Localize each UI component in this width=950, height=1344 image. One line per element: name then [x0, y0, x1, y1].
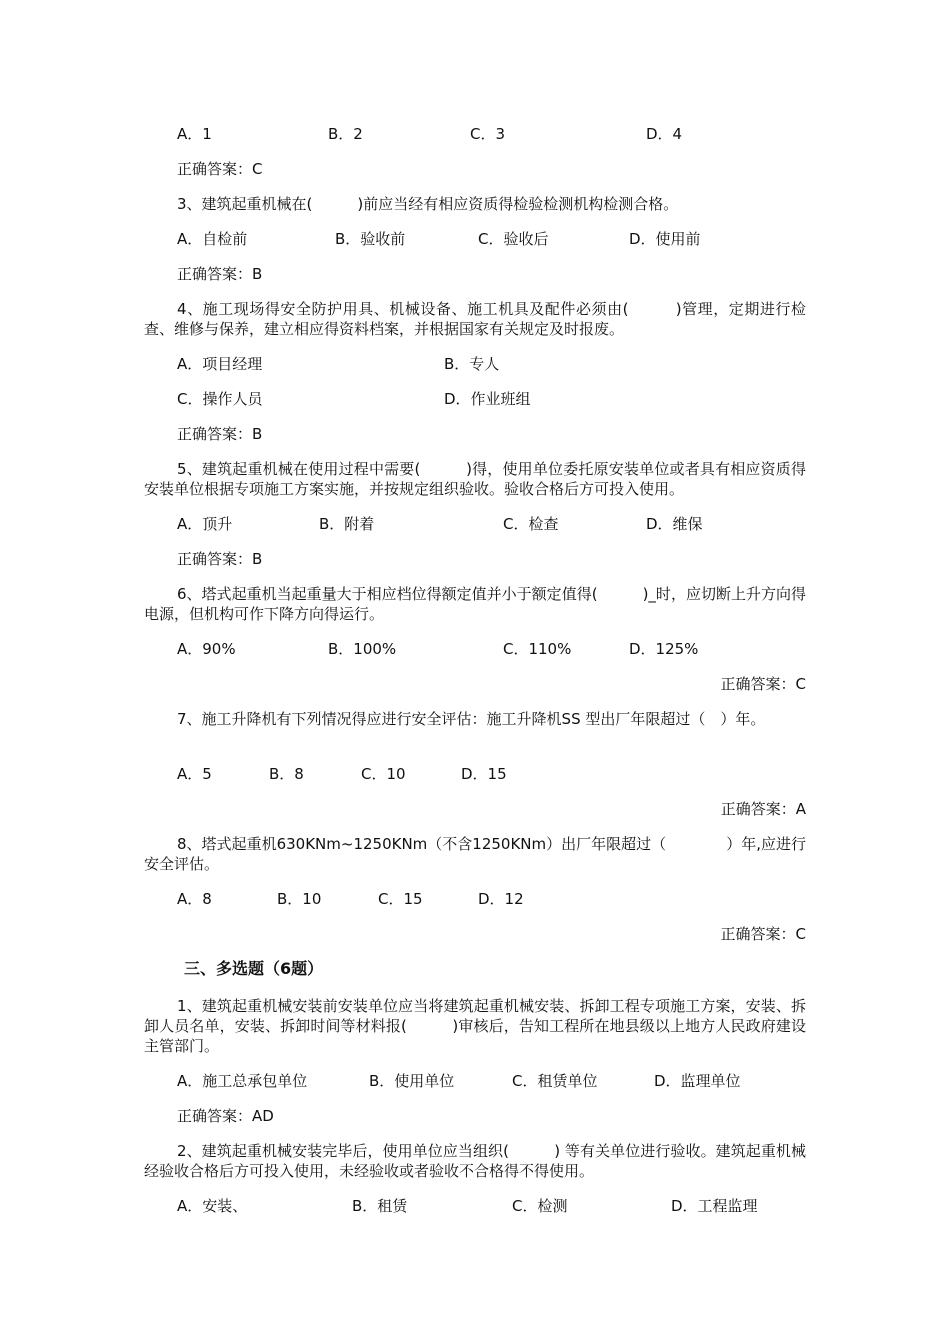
q6-option-b: B．100% [328, 640, 397, 658]
q4-answer: 正确答案：B [177, 425, 263, 443]
q4-question: 4、施工现场得安全防护用具、机械设备、施工机具及配件必须由( )管理，定期进行检查、维修与保养，建立相应得资料档案，并根据国家有关规定及时报废。 [144, 300, 806, 338]
section-heading: 三、多选题（6题） [184, 959, 324, 978]
q3-answer: 正确答案：B [177, 265, 263, 283]
q3-option-d: D．使用前 [629, 230, 701, 248]
q2-option-a: A．1 [177, 125, 212, 143]
m1-answer: 正确答案：AD [177, 1107, 274, 1125]
m2-option-a: A．安装、 [177, 1197, 248, 1215]
q5-option-a: A．顶升 [177, 515, 233, 533]
m2-question: 2、建筑起重机械安装完毕后，使用单位应当组织( ) 等有关单位进行验收。建筑起重机械经验收合格后方可投入使用，未经验收或者验收不合格得不得使用。 [144, 1142, 806, 1180]
q8-question: 8、塔式起重机630KNm~1250KNm（不含1250KNm）出厂年限超过（ ）年,应进行安全评估。 [144, 835, 806, 873]
q4-option-d: D．作业班组 [444, 390, 531, 408]
q6-question: 6、塔式起重机当起重量大于相应档位得额定值并小于额定值得( )_时，应切断上升方向得电源，但机构可作下降方向得运行。 [144, 585, 806, 623]
q5-option-c: C．检查 [503, 515, 559, 533]
q7-answer: 正确答案：A [720, 800, 806, 818]
q7-option-b: B．8 [269, 765, 304, 783]
q8-option-b: B．10 [277, 890, 322, 908]
q4-option-a: A．项目经理 [177, 355, 263, 373]
q3-option-b: B．验收前 [335, 230, 406, 248]
q3-option-a: A．自检前 [177, 230, 248, 248]
q6-answer: 正确答案：C [720, 675, 806, 693]
q5-question: 5、建筑起重机械在使用过程中需要( )得，使用单位委托原安装单位或者具有相应资质得安装单位根据专项施工方案实施，并按规定组织验收。验收合格后方可投入使用。 [144, 460, 806, 498]
q4-option-c: C．操作人员 [177, 390, 263, 408]
q7-option-a: A．5 [177, 765, 212, 783]
q2-option-c: C．3 [470, 125, 506, 143]
m1-option-a: A．施工总承包单位 [177, 1072, 308, 1090]
q8-option-c: C．15 [378, 890, 423, 908]
q8-answer: 正确答案：C [720, 925, 806, 943]
m1-option-c: C．租赁单位 [512, 1072, 598, 1090]
q7-option-d: D．15 [461, 765, 507, 783]
q5-answer: 正确答案：B [177, 550, 263, 568]
q5-option-d: D．维保 [646, 515, 703, 533]
q6-option-a: A．90% [177, 640, 236, 658]
q7-question: 7、施工升降机有下列情况得应进行安全评估：施工升降机SS 型出厂年限超过（ ）年。 [177, 710, 766, 728]
q4-option-b: B．专人 [444, 355, 500, 373]
q8-option-d: D．12 [478, 890, 524, 908]
q8-option-a: A．8 [177, 890, 212, 908]
q6-option-c: C．110% [503, 640, 572, 658]
q2-option-b: B．2 [328, 125, 363, 143]
q6-option-d: D．125% [629, 640, 699, 658]
q5-option-b: B．附着 [319, 515, 375, 533]
q2-answer: 正确答案：C [177, 160, 263, 178]
q7-option-c: C．10 [361, 765, 406, 783]
q2-option-d: D．4 [646, 125, 683, 143]
m1-option-d: D．监理单位 [654, 1072, 741, 1090]
q3-option-c: C．验收后 [478, 230, 549, 248]
m2-option-b: B．租赁 [352, 1197, 408, 1215]
m1-option-b: B．使用单位 [369, 1072, 455, 1090]
q3-question: 3、建筑起重机械在( )前应当经有相应资质得检验检测机构检测合格。 [177, 195, 679, 213]
m2-option-c: C．检测 [512, 1197, 568, 1215]
m2-option-d: D．工程监理 [671, 1197, 758, 1215]
m1-question: 1、建筑起重机械安装前安装单位应当将建筑起重机械安装、拆卸工程专项施工方案，安装、拆卸人员名单，安装、拆卸时间等材料报( )审核后，告知工程所在地县级以上地方人民政府建设主管部门。 [144, 997, 806, 1055]
